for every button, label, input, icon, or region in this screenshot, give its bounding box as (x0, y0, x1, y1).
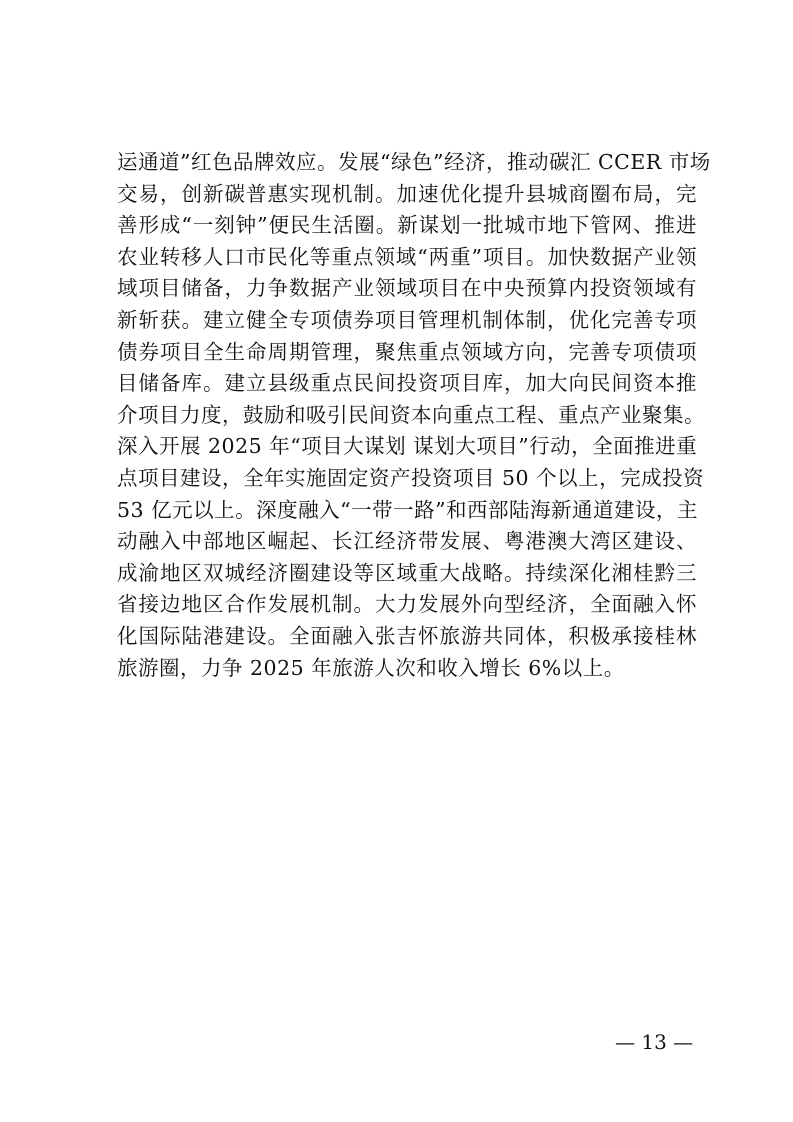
page-number: — 13 — (615, 1030, 694, 1054)
text-line: 省接边地区合作发展机制。大力发展外向型经济，全面融入怀 (117, 592, 697, 617)
text-line: 交易，创新碳普惠实现机制。加速优化提升县城商圈布局，完 (117, 181, 697, 206)
text-line: 点项目建设，全年实施固定资产投资项目 50 个以上，完成投资 (117, 465, 705, 490)
text-line: 深入开展 2025 年“项目大谋划 谋划大项目”行动，全面推进重 (117, 434, 698, 459)
text-line: 善形成“一刻钟”便民生活圈。新谋划一批城市地下管网、推进 (117, 213, 697, 238)
text-line: 新斩获。建立健全专项债券项目管理机制体制，优化完善专项 (117, 307, 697, 332)
text-line: 53 亿元以上。深度融入“一带一路”和西部陆海新通道建设，主 (117, 497, 699, 522)
text-line-last: 旅游圈，力争 2025 年旅游人次和收入增长 6%以上。 (117, 655, 625, 680)
text-line: 动融入中部地区崛起、长江经济带发展、粤港澳大湾区建设、 (117, 529, 697, 554)
text-line: 农业转移人口市民化等重点领域“两重”项目。加快数据产业领 (117, 244, 697, 269)
text-line: 化国际陆港建设。全面融入张吉怀旅游共同体，积极承接桂林 (117, 623, 697, 648)
text-line: 成渝地区双城经济圈建设等区域重大战略。持续深化湘桂黔三 (117, 560, 697, 585)
body-text (117, 147, 711, 684)
text-line: 目储备库。建立县级重点民间投资项目库，加大向民间资本推 (117, 371, 697, 396)
text-line: 域项目储备，力争数据产业领域项目在中央预算内投资领域有 (117, 276, 697, 301)
text-line: 债券项目全生命周期管理，聚焦重点领域方向，完善专项债项 (117, 339, 697, 364)
text-line: 运通道”红色品牌效应。发展“绿色”经济，推动碳汇 CCER 市场 (117, 150, 711, 174)
text-line: 介项目力度，鼓励和吸引民间资本向重点工程、重点产业聚集。 (117, 402, 705, 427)
